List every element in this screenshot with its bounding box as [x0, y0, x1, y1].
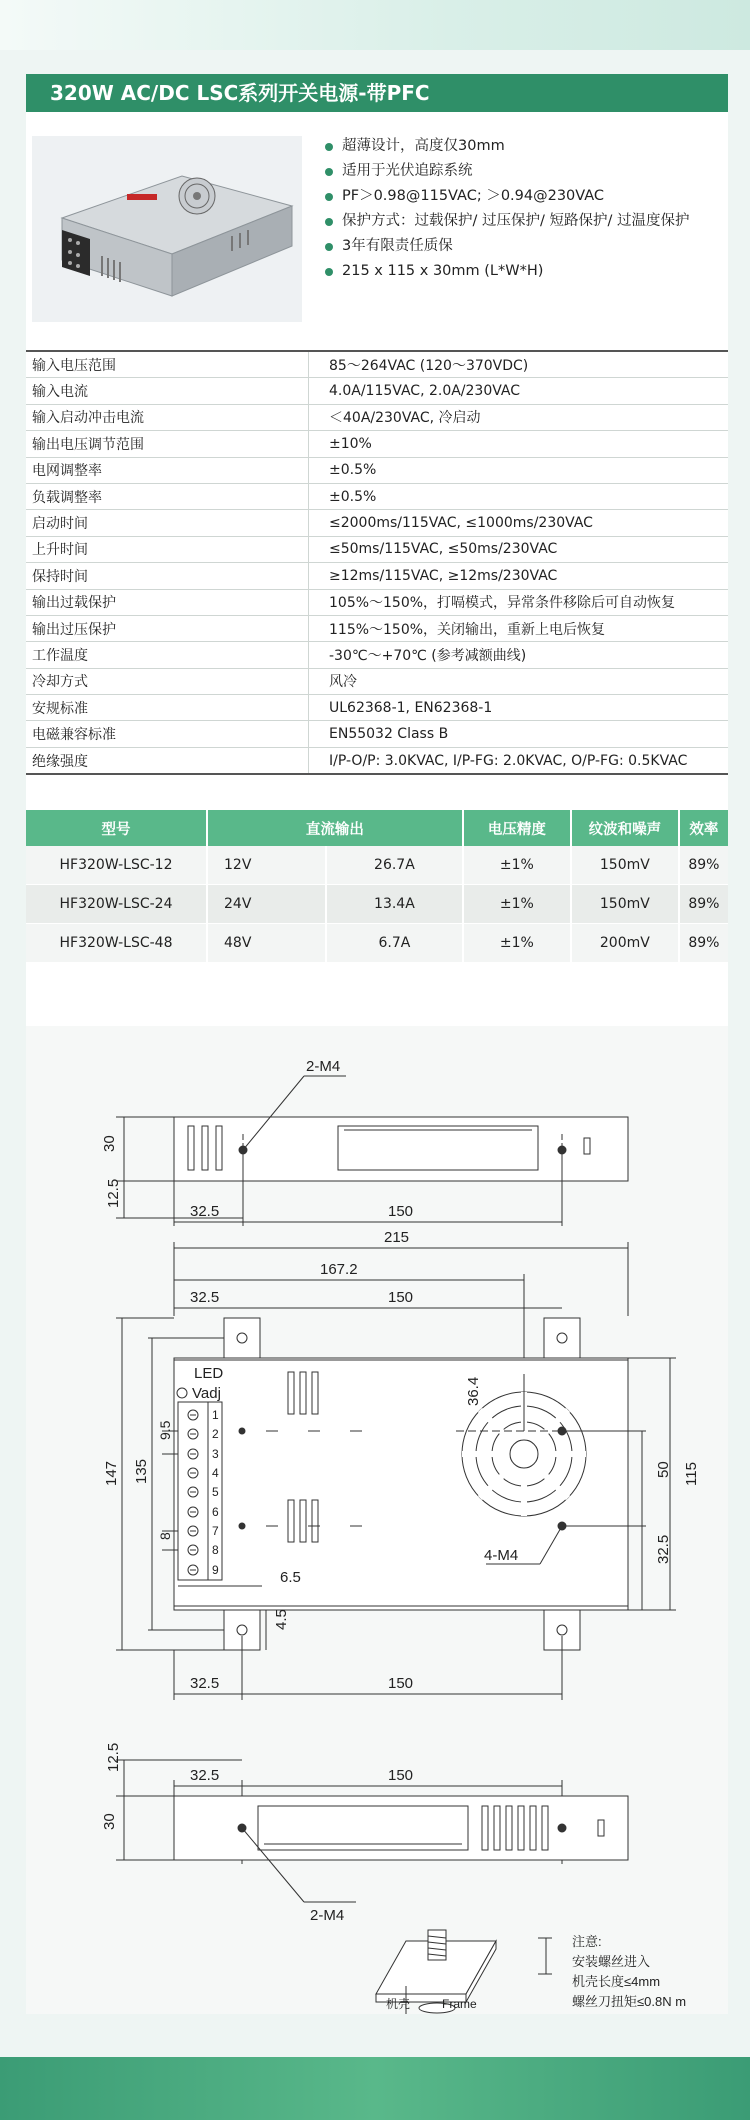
spec-value: ＜40A/230VAC, 冷启动: [309, 404, 729, 430]
dim-side-span: 150: [388, 1767, 414, 1784]
spec-key: 启动时间: [26, 510, 309, 536]
spec-key: 输入启动冲击电流: [26, 404, 309, 430]
spec-key: 冷却方式: [26, 668, 309, 694]
model-current: 6.7A: [326, 924, 463, 963]
dim-115: 115: [683, 1462, 700, 1486]
model-accuracy: ±1%: [463, 924, 571, 963]
dim-pin: 8: [157, 1532, 173, 1540]
header-model: 型号: [26, 810, 207, 846]
spec-value: -30℃～+70℃ (参考减额曲线): [309, 642, 729, 668]
dim-147: 147: [103, 1460, 120, 1486]
dim-top-left: 32.5: [190, 1203, 220, 1220]
note-line: 机壳长度≤4mm: [572, 1974, 661, 1989]
model-efficiency: 89%: [679, 885, 728, 924]
spec-row: [26, 642, 728, 668]
dim-top-hole: 2-M4: [306, 1058, 341, 1075]
page-title: 320W AC/DC LSC系列开关电源-带PFC: [26, 74, 728, 112]
model-ripple: 150mV: [571, 846, 679, 885]
header-dc-output: 直流输出: [207, 810, 463, 846]
spec-value: 4.0A/115VAC, 2.0A/230VAC: [309, 378, 729, 404]
feature-item: PF＞0.98@115VAC; ＞0.94@230VAC: [322, 184, 722, 209]
spec-key: 输入电流: [26, 378, 309, 404]
pin-label: 6: [212, 1505, 219, 1519]
spec-value: ≤2000ms/115VAC, ≤1000ms/230VAC: [309, 510, 729, 536]
spec-value: 115%～150%，关闭输出，重新上电后恢复: [309, 615, 729, 641]
dim-top-height: 30: [101, 1135, 118, 1152]
pin-label: 2: [212, 1427, 219, 1441]
spec-key: 输出电压调节范围: [26, 431, 309, 457]
dim-pitch: 9.5: [157, 1420, 173, 1440]
spec-row: [26, 747, 728, 774]
spec-key: 输出过压保护: [26, 615, 309, 641]
model-table: [26, 810, 728, 963]
model-efficiency: 89%: [679, 846, 728, 885]
dim-top-span: 150: [388, 1203, 414, 1220]
spec-value: 105%～150%，打嗝模式，异常条件移除后可自动恢复: [309, 589, 729, 615]
dim-6-5: 6.5: [280, 1569, 301, 1586]
spec-row: [26, 695, 728, 721]
model-ripple: 200mV: [571, 924, 679, 963]
spec-value: 85～264VAC (120～370VDC): [309, 351, 729, 378]
spec-value: UL62368-1, EN62368-1: [309, 695, 729, 721]
model-name: HF320W-LSC-24: [26, 885, 207, 924]
frame-label: Frame: [442, 1997, 477, 2011]
feature-item: 超薄设计，高度仅30mm: [322, 134, 722, 159]
spec-value: ≤50ms/115VAC, ≤50ms/230VAC: [309, 536, 729, 562]
case-label: 机壳: [386, 1997, 411, 2011]
note-line: 螺丝刀扭矩≤0.8N m: [572, 1994, 687, 2009]
side-view: [101, 1743, 628, 1924]
dim-bottom-left: 32.5: [190, 1675, 220, 1692]
spec-key: 输入电压范围: [26, 351, 309, 378]
model-name: HF320W-LSC-48: [26, 924, 207, 963]
spec-row: [26, 404, 728, 430]
spec-value: ≥12ms/115VAC, ≥12ms/230VAC: [309, 563, 729, 589]
dim-bottom-span: 150: [388, 1675, 414, 1692]
dim-side-height: 30: [101, 1813, 118, 1830]
top-view: [101, 1058, 628, 1226]
spec-row: [26, 378, 728, 404]
spec-value: I/P-O/P: 3.0KVAC, I/P-FG: 2.0KVAC, O/P-FG: 0.5KVAC: [309, 747, 729, 774]
model-row: [26, 885, 728, 924]
dim-135: 135: [133, 1458, 150, 1484]
footer-banner: [0, 2057, 750, 2120]
dim-4-5: 4.5: [273, 1609, 290, 1630]
spec-row: [26, 457, 728, 483]
main-view: [103, 1229, 700, 1700]
pin-label: 8: [212, 1543, 219, 1557]
spec-value: ±0.5%: [309, 457, 729, 483]
model-ripple: 150mV: [571, 885, 679, 924]
model-name: HF320W-LSC-12: [26, 846, 207, 885]
model-voltage: 12V: [207, 846, 326, 885]
model-row: [26, 846, 728, 885]
dim-length: 215: [384, 1229, 410, 1246]
model-header-row: [26, 810, 728, 846]
screw-detail: [376, 1930, 686, 2014]
model-efficiency: 89%: [679, 924, 728, 963]
spec-row: [26, 589, 728, 615]
spec-key: 工作温度: [26, 642, 309, 668]
dim-right-32: 32.5: [655, 1534, 672, 1564]
spec-key: 电网调整率: [26, 457, 309, 483]
pin-label: 9: [212, 1563, 219, 1577]
note-line: 安装螺丝进入: [572, 1954, 651, 1969]
dim-main-hole: 4-M4: [484, 1547, 519, 1564]
feature-item: 保护方式：过载保护/ 过压保护/ 短路保护/ 过温度保护: [322, 209, 722, 234]
feature-item: 215 x 115 x 30mm (L*W*H): [322, 259, 722, 284]
header-efficiency: 效率: [679, 810, 728, 846]
header-accuracy: 电压精度: [463, 810, 571, 846]
spec-row: [26, 563, 728, 589]
spec-value: ±0.5%: [309, 483, 729, 509]
spec-key: 保持时间: [26, 563, 309, 589]
feature-item: 适用于光伏追踪系统: [322, 159, 722, 184]
spec-row: [26, 483, 728, 509]
spec-key: 负载调整率: [26, 483, 309, 509]
model-current: 13.4A: [326, 885, 463, 924]
dim-side-offset: 12.5: [105, 1742, 122, 1772]
spec-row: [26, 615, 728, 641]
model-voltage: 48V: [207, 924, 326, 963]
dim-top-offset: 12.5: [105, 1178, 122, 1208]
vadj-label: Vadj: [192, 1385, 221, 1402]
model-accuracy: ±1%: [463, 885, 571, 924]
dim-side-left: 32.5: [190, 1767, 220, 1784]
feature-item: 3年有限责任质保: [322, 234, 722, 259]
pin-label: 3: [212, 1447, 219, 1461]
mechanical-drawing: [26, 1026, 728, 2014]
model-accuracy: ±1%: [463, 846, 571, 885]
feature-list: [322, 134, 722, 284]
pin-label: 4: [212, 1466, 219, 1480]
spec-row: [26, 351, 728, 378]
model-row: [26, 924, 728, 963]
datasheet-card: [26, 74, 728, 2014]
dim-side-hole: 2-M4: [310, 1907, 345, 1924]
pin-label: 1: [212, 1408, 219, 1422]
spec-key: 电磁兼容标准: [26, 721, 309, 747]
dim-50: 50: [655, 1461, 672, 1478]
dim-main-span: 150: [388, 1289, 414, 1306]
dim-fan: 36.4: [465, 1376, 482, 1406]
spec-table: [26, 350, 728, 775]
model-current: 26.7A: [326, 846, 463, 885]
spec-row: [26, 431, 728, 457]
spec-row: [26, 510, 728, 536]
header-ripple: 纹波和噪声: [571, 810, 679, 846]
pin-label: 7: [212, 1524, 219, 1538]
pin-label: 5: [212, 1485, 219, 1499]
led-label: LED: [194, 1365, 224, 1382]
model-voltage: 24V: [207, 885, 326, 924]
spec-key: 绝缘强度: [26, 747, 309, 774]
spec-row: [26, 668, 728, 694]
spec-row: [26, 536, 728, 562]
spec-key: 上升时间: [26, 536, 309, 562]
top-banner: [0, 0, 750, 50]
spec-value: 风冷: [309, 668, 729, 694]
spec-value: EN55032 Class B: [309, 721, 729, 747]
spec-key: 输出过载保护: [26, 589, 309, 615]
spec-row: [26, 721, 728, 747]
product-image: [32, 136, 302, 322]
note-title: 注意:: [572, 1934, 602, 1949]
dim-main-left: 32.5: [190, 1289, 220, 1306]
dim-167: 167.2: [320, 1261, 358, 1278]
spec-value: ±10%: [309, 431, 729, 457]
spec-key: 安规标准: [26, 695, 309, 721]
